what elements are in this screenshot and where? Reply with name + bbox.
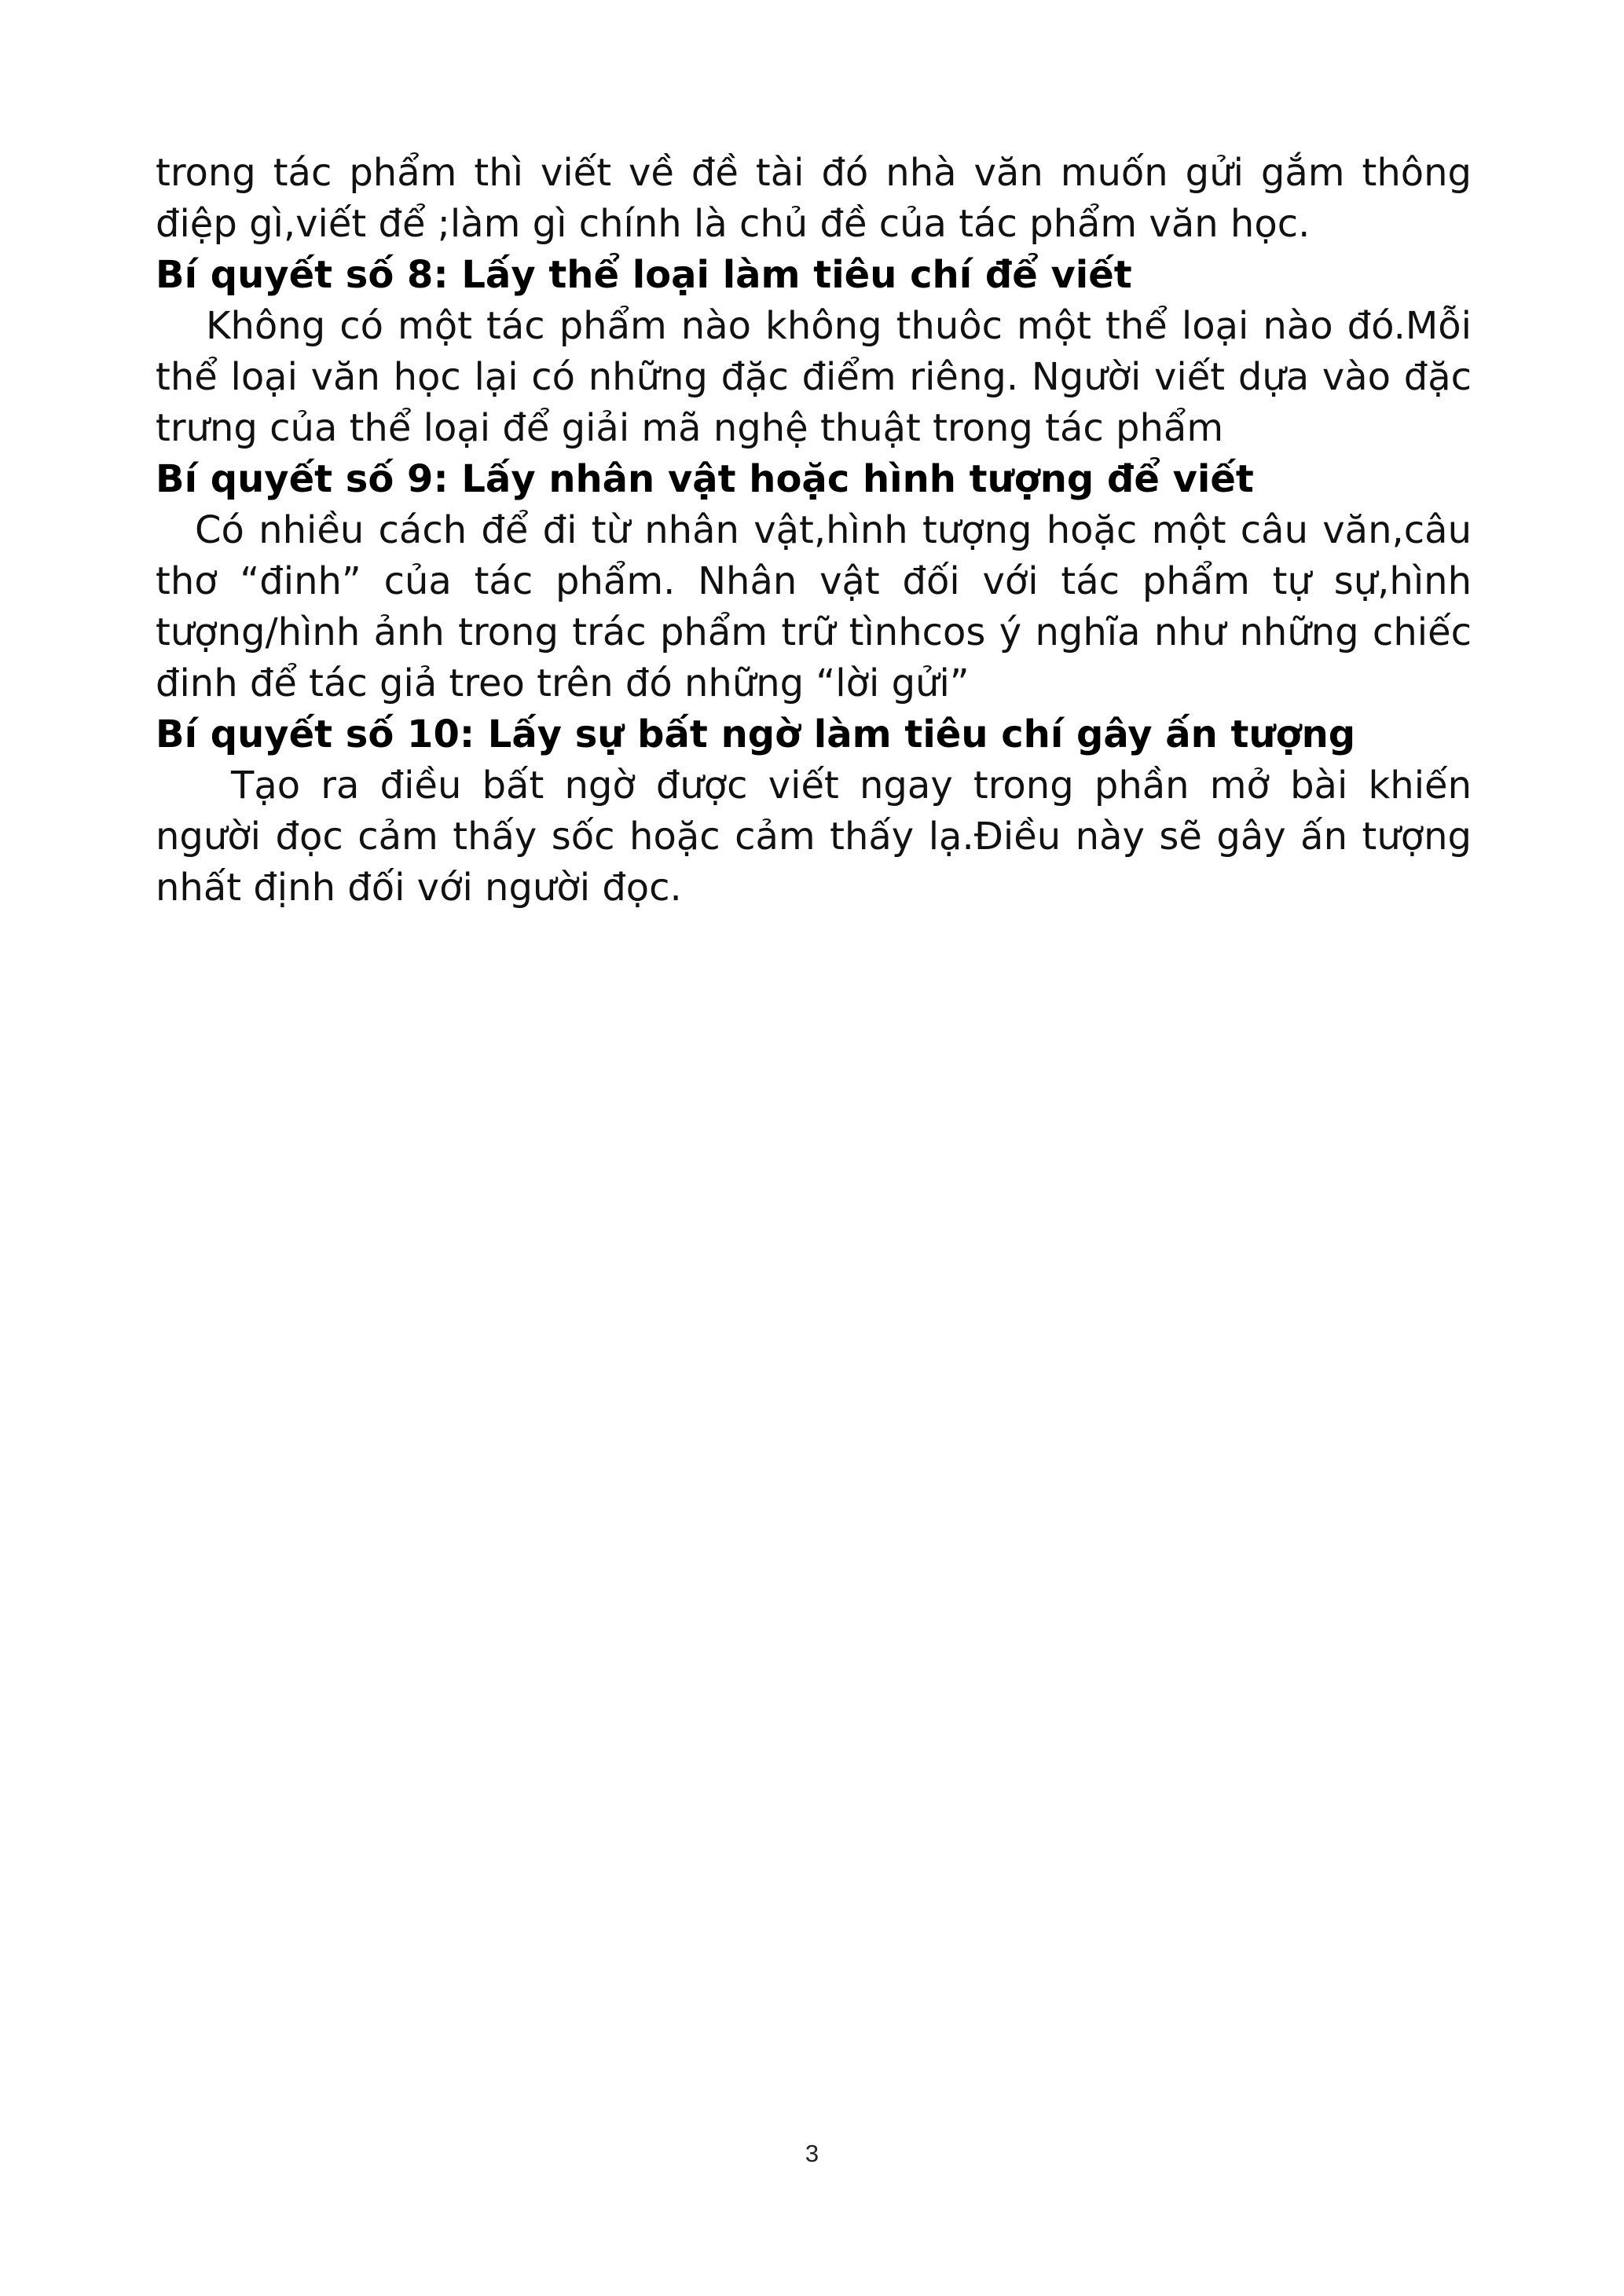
page-number: 3 <box>805 2140 819 2167</box>
paragraph-tip-10: Tạo ra điều bất ngờ được viết ngay trong phần mở bài khiến người đọc cảm thấy sốc hoặc cảm thấy lạ.Điều này sẽ gây ấn tượng nhất định đối với người đọc. <box>156 764 1472 910</box>
heading-tip-9: Bí quyết số 9: Lấy nhân vật hoặc hình tượng để viết <box>156 457 1254 501</box>
paragraph-tip-8: Không có một tác phẩm nào không thuôc một thể loại nào đó.Mỗi thể loại văn học lại có những đặc điểm riêng. Người viết dựa vào đặc trưng của thể loại để giải mã nghệ thuật trong tác phẩm <box>156 304 1472 450</box>
paragraph-theme-conclusion: trong tác phẩm thì viết về đề tài đó nhà văn muốn gửi gắm thông điệp gì,viết để ;làm gì chính là chủ đề của tác phẩm văn học. <box>156 151 1472 246</box>
heading-tip-8: Bí quyết số 8: Lấy thể loại làm tiêu chí để viết <box>156 253 1132 297</box>
heading-tip-10: Bí quyết số 10: Lấy sự bất ngờ làm tiêu chí gây ấn tượng <box>156 712 1356 756</box>
page-body <box>156 148 1472 914</box>
paragraph-tip-9: Có nhiều cách để đi từ nhân vật,hình tượng hoặc một câu văn,câu thơ “đinh” của tác phẩm. Nhân vật đối với tác phẩm tự sự,hình tượng/hình ảnh trong trác phẩm trữ tìnhcos ý nghĩa như những chiếc đinh để tác giả treo trên đó những “lời gửi” <box>156 508 1472 705</box>
